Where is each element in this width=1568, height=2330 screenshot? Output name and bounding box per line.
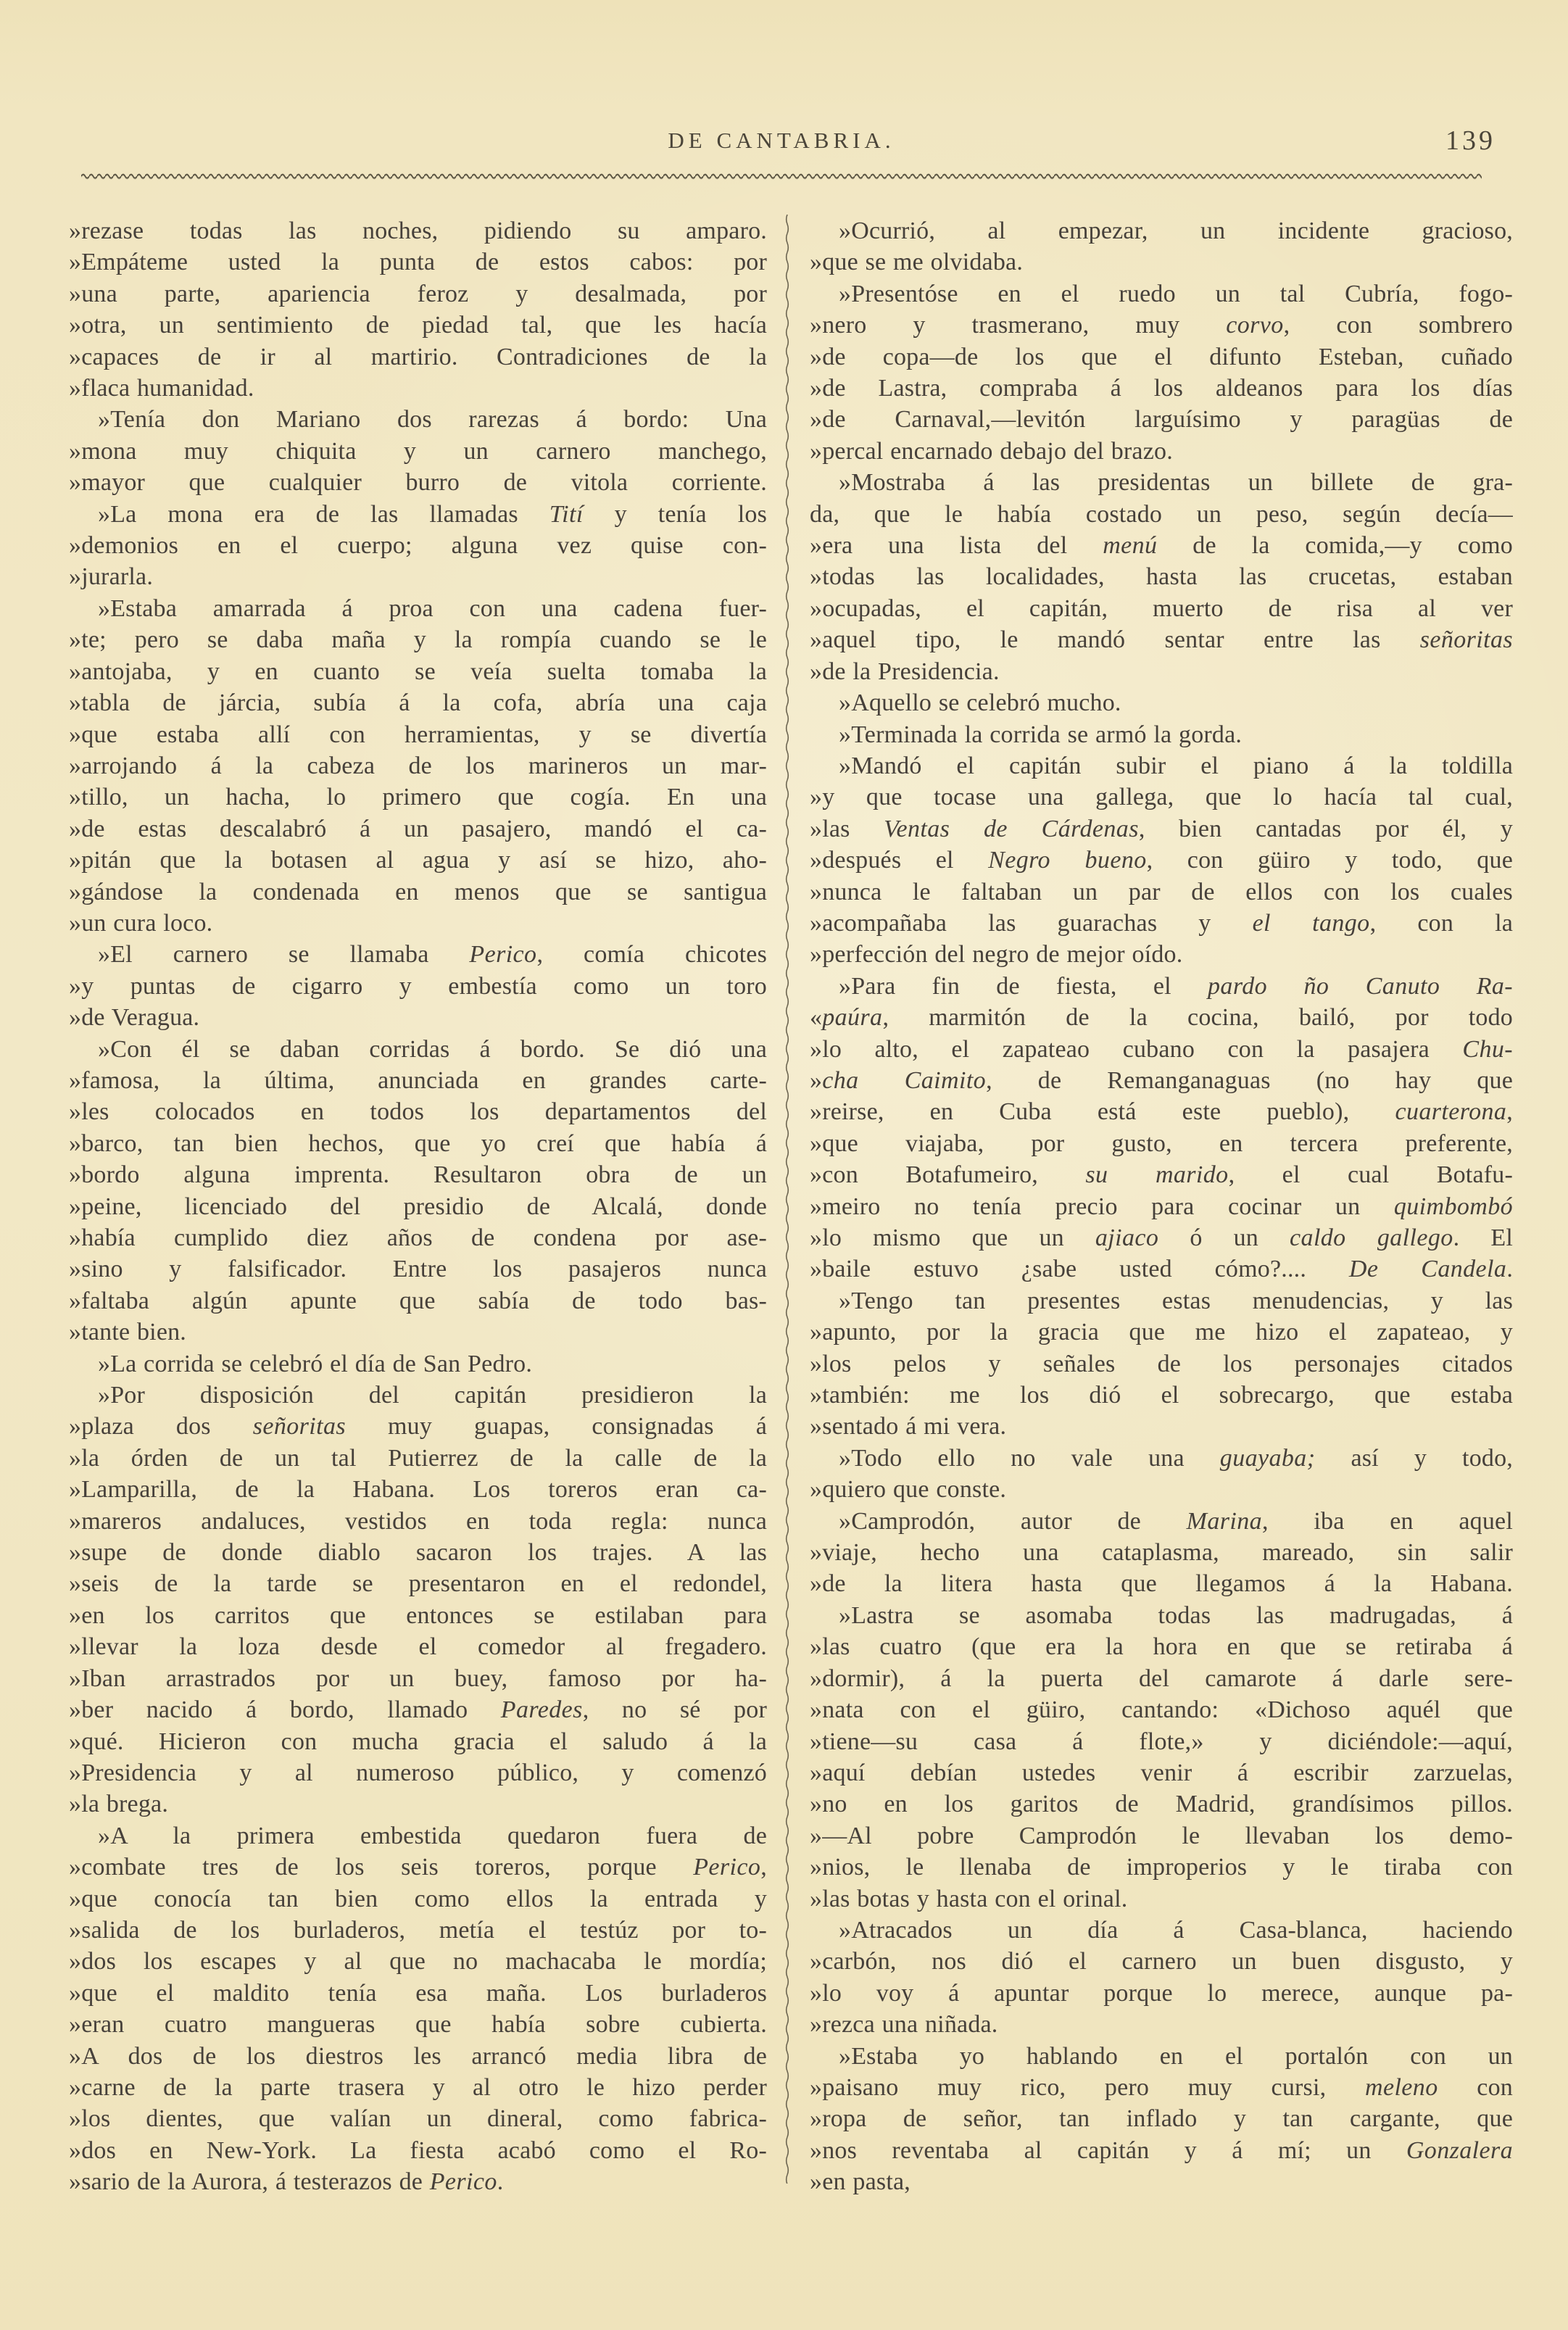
text-line: »gándose la condenada en menos que se santigua bbox=[69, 878, 767, 905]
text-line: »dos en New-York. La fiesta acabó como el Ro- bbox=[69, 2136, 767, 2164]
text-line: »Estaba yo hablando en el portalón con un bbox=[839, 2042, 1513, 2070]
left-text-column bbox=[69, 215, 767, 2198]
text-line: »salida de los burladeros, metía el testúz por to- bbox=[69, 1916, 767, 1944]
text-line: »de Carnaval,—levitón larguísimo y paragüas de bbox=[810, 406, 1513, 434]
text-line: »nunca le faltaban un par de ellos con los cuales bbox=[810, 878, 1513, 905]
text-line: »sentado á mi vera. bbox=[810, 1413, 1007, 1440]
text-line: »que estaba allí con herramientas, y se divertía bbox=[69, 721, 767, 748]
text-line: »barco, tan bien hechos, que yo creí que había á bbox=[69, 1129, 767, 1157]
text-line: »en pasta, bbox=[810, 2168, 910, 2196]
text-line: »de la Presidencia. bbox=[810, 658, 1000, 685]
text-line: »mareros andaluces, vestidos en toda regla: nunca bbox=[69, 1507, 767, 1535]
text-line: »Mandó el capitán subir el piano á la toldilla bbox=[839, 752, 1513, 779]
text-line: »Tenía don Mariano dos rarezas á bordo: Una bbox=[98, 406, 767, 434]
text-line: »rezca una niñada. bbox=[810, 2011, 998, 2039]
text-line: »percal encarnado debajo del brazo. bbox=[810, 437, 1173, 465]
text-line: »Aquello se celebró mucho. bbox=[839, 689, 1121, 717]
text-line: »ropa de señor, tan inflado y tan cargante, que bbox=[810, 2105, 1513, 2133]
text-line: »y puntas de cigarro y embestía como un toro bbox=[69, 972, 767, 1000]
page-header-title: DE CANTABRIA. bbox=[668, 128, 895, 153]
text-line: »una parte, apariencia feroz y desalmada, por bbox=[69, 280, 767, 307]
text-line: »carne de la parte trasera y al otro le hizo perder bbox=[69, 2073, 767, 2101]
text-line: »flaca humanidad. bbox=[69, 375, 254, 402]
text-line: »había cumplido diez años de condena por ase- bbox=[69, 1224, 767, 1251]
text-line: »Por disposición del capitán presidieron la bbox=[98, 1382, 767, 1409]
text-line: »Iban arrastrados por un buey, famoso por ha- bbox=[69, 1664, 767, 1692]
text-line: »de la litera hasta que llegamos á la Habana. bbox=[810, 1570, 1513, 1598]
column-divider-rule bbox=[784, 215, 791, 2184]
text-line: »famosa, la última, anunciada en grandes carte- bbox=[69, 1066, 767, 1094]
text-line: »todas las localidades, hasta las crucetas, estaban bbox=[810, 563, 1513, 591]
text-line: »paisano muy rico, pero muy cursi, meleno con bbox=[810, 2073, 1513, 2101]
text-line: »reirse, en Cuba está este pueblo), cuarterona, bbox=[810, 1098, 1513, 1126]
text-line: »nata con el güiro, cantando: «Dichoso aquél que bbox=[810, 1696, 1513, 1724]
text-line: »Presidencia y al numeroso público, y comenzó bbox=[69, 1759, 767, 1786]
text-line: »jurarla. bbox=[69, 563, 154, 591]
text-line: »era una lista del menú de la comida,—y como bbox=[810, 532, 1513, 560]
text-line: »viaje, hecho una cataplasma, mareado, sin salir bbox=[810, 1539, 1513, 1567]
text-line: »acompañaba las guarachas y el tango, con la bbox=[810, 909, 1514, 937]
text-line: »Con él se daban corridas á bordo. Se dió una bbox=[98, 1035, 767, 1063]
text-line: »baile estuvo ¿sabe usted cómo?.... De Candela. bbox=[810, 1256, 1514, 1283]
text-line: »pitán que la botasen al agua y así se hizo, aho- bbox=[69, 847, 767, 874]
text-line: »después el Negro bueno, con güiro y todo, que bbox=[810, 847, 1513, 874]
text-line: »Estaba amarrada á proa con una cadena fuer- bbox=[98, 594, 767, 622]
text-line: »que viajaba, por gusto, en tercera preferente, bbox=[810, 1129, 1513, 1157]
text-line: »arrojando á la cabeza de los marineros un mar- bbox=[69, 752, 767, 779]
text-line: »nero y trasmerano, muy corvo, con sombrero bbox=[810, 312, 1513, 339]
text-line: »llevar la loza desde el comedor al fregadero. bbox=[69, 1633, 767, 1661]
text-line: »Para fin de fiesta, el pardo ño Canuto Ra- bbox=[839, 972, 1513, 1000]
text-line: »peine, licenciado del presidio de Alcalá, donde bbox=[69, 1193, 767, 1220]
text-line: »A dos de los diestros les arrancó media libra de bbox=[69, 2042, 767, 2070]
text-line: »de estas descalabró á un pasajero, mandó el ca- bbox=[69, 815, 767, 842]
text-line: »los pelos y señales de los personajes citados bbox=[810, 1350, 1513, 1377]
text-line: »la brega. bbox=[69, 1791, 169, 1818]
text-line: »que se me olvidaba. bbox=[810, 249, 1024, 276]
text-line: »las cuatro (que era la hora en que se retiraba á bbox=[810, 1633, 1513, 1661]
text-line: »te; pero se daba maña y la rompía cuando se le bbox=[69, 626, 767, 654]
text-line: »seis de la tarde se presentaron en el redondel, bbox=[69, 1570, 767, 1598]
text-line: »dos los escapes y al que no machacaba le mordía; bbox=[69, 1948, 767, 1975]
text-line: »qué. Hicieron con mucha gracia el saludo á la bbox=[69, 1728, 767, 1755]
text-line: »lo alto, el zapateao cubano con la pasajera Chu- bbox=[810, 1035, 1513, 1063]
text-line: »Todo ello no vale una guayaba; así y todo, bbox=[839, 1444, 1513, 1472]
text-line: »A la primera embestida quedaron fuera de bbox=[98, 1822, 767, 1849]
text-line: »—Al pobre Camprodón le llevaban los demo- bbox=[810, 1822, 1513, 1849]
text-line: »quiero que conste. bbox=[810, 1476, 1007, 1504]
page-number: 139 bbox=[1445, 125, 1496, 156]
text-line: »carbón, nos dió el carnero un buen disgusto, y bbox=[810, 1948, 1513, 1975]
text-line: »demonios en el cuerpo; alguna vez quise con- bbox=[69, 532, 767, 560]
text-line: »Lamparilla, de la Habana. Los toreros eran ca- bbox=[69, 1476, 767, 1504]
text-line: »antojaba, y en cuanto se veía suelta tomaba la bbox=[69, 658, 767, 685]
text-line: »La corrida se celebró el día de San Pedro. bbox=[98, 1350, 533, 1377]
text-line: »tante bien. bbox=[69, 1319, 187, 1346]
text-line: »Tengo tan presentes estas menudencias, y las bbox=[839, 1287, 1513, 1314]
text-line: »la órden de un tal Putierrez de la calle de la bbox=[69, 1444, 767, 1472]
text-line: »ber nacido á bordo, llamado Paredes, no sé por bbox=[69, 1696, 767, 1724]
text-line: »faltaba algún apunte que sabía de todo bas- bbox=[69, 1287, 767, 1314]
text-line: »eran cuatro mangueras que había sobre cubierta. bbox=[69, 2011, 767, 2039]
text-line: »ocupadas, el capitán, muerto de risa al ver bbox=[810, 594, 1513, 622]
text-line: »tabla de járcia, subía á la cofa, abría una caja bbox=[69, 689, 767, 717]
text-line: »Presentóse en el ruedo un tal Cubría, fogo- bbox=[839, 280, 1513, 307]
text-line: »nos reventaba al capitán y á mí; un Gonzalera bbox=[810, 2136, 1513, 2164]
text-line: »de Veragua. bbox=[69, 1004, 200, 1032]
text-line: »aquel tipo, le mandó sentar entre las señoritas bbox=[810, 626, 1513, 654]
text-line: »apunto, por la gracia que me hizo el zapateao, y bbox=[810, 1319, 1513, 1346]
text-line: »otra, un sentimiento de piedad tal, que les hacía bbox=[69, 312, 767, 339]
text-line: »de Lastra, compraba á los aldeanos para los días bbox=[810, 375, 1513, 402]
text-line: »Mostraba á las presidentas un billete de gra- bbox=[839, 469, 1513, 497]
text-line: »nios, le llenaba de improperios y le tiraba con bbox=[810, 1854, 1513, 1881]
text-line: »sario de la Aurora, á testerazos de Perico. bbox=[69, 2168, 504, 2196]
text-line: »con Botafumeiro, su marido, el cual Botafu- bbox=[810, 1161, 1513, 1189]
header-rule-ornament bbox=[81, 171, 1482, 181]
text-line: »las Ventas de Cárdenas, bien cantadas por él, y bbox=[810, 815, 1513, 842]
text-line: »en los carritos que entonces se estilaban para bbox=[69, 1601, 767, 1629]
text-line: »Atracados un día á Casa-blanca, haciendo bbox=[839, 1916, 1513, 1944]
text-line: »Lastra se asomaba todas las madrugadas, á bbox=[839, 1601, 1513, 1629]
text-line: »capaces de ir al martirio. Contradiciones de la bbox=[69, 343, 767, 370]
text-line: »lo voy á apuntar porque lo merece, aunque pa- bbox=[810, 1979, 1513, 2007]
text-line: »Ocurrió, al empezar, un incidente gracioso, bbox=[839, 217, 1513, 244]
text-line: »perfección del negro de mejor oído. bbox=[810, 941, 1183, 969]
text-line: »El carnero se llamaba Perico, comía chicotes bbox=[98, 941, 767, 969]
text-line: »aquí debían ustedes venir á escribir zarzuelas, bbox=[810, 1759, 1513, 1786]
text-line: »dormir), á la puerta del camarote á darle sere- bbox=[810, 1664, 1513, 1692]
right-text-column bbox=[810, 215, 1513, 2198]
text-line: »no en los garitos de Madrid, grandísimos pillos. bbox=[810, 1791, 1513, 1818]
text-line: »les colocados en todos los departamentos del bbox=[69, 1098, 767, 1126]
text-line: »Empáteme usted la punta de estos cabos: por bbox=[69, 249, 767, 276]
text-line: »mona muy chiquita y un carnero manchego, bbox=[69, 437, 767, 465]
text-line: »los dientes, que valían un dineral, como fabrica- bbox=[69, 2105, 767, 2133]
text-line: »también: me los dió el sobrecargo, que estaba bbox=[810, 1382, 1513, 1409]
text-line: »lo mismo que un ajiaco ó un caldo gallego. El bbox=[810, 1224, 1513, 1251]
text-line: »combate tres de los seis toreros, porque Perico, bbox=[69, 1854, 767, 1881]
text-line: »cha Caimito, de Remanganaguas (no hay que bbox=[810, 1066, 1514, 1094]
text-line: »tiene—su casa á flote,» y diciéndole:—aquí, bbox=[810, 1728, 1513, 1755]
text-line: »tillo, un hacha, lo primero que cogía. En una bbox=[69, 784, 767, 811]
text-line: »mayor que cualquier burro de vitola corriente. bbox=[69, 469, 767, 497]
text-line: »rezase todas las noches, pidiendo su amparo. bbox=[69, 217, 767, 244]
text-line: »y que tocase una gallega, que lo hacía tal cual, bbox=[810, 784, 1513, 811]
text-line: da, que le había costado un peso, según decía— bbox=[810, 500, 1513, 528]
text-line: »supe de donde diablo sacaron los trajes. A las bbox=[69, 1539, 767, 1567]
text-line: »meiro no tenía precio para cocinar un quimbombó bbox=[810, 1193, 1513, 1220]
text-line: »plaza dos señoritas muy guapas, consignadas á bbox=[69, 1413, 767, 1440]
text-line: «paúra, marmitón de la cocina, bailó, por todo bbox=[810, 1004, 1513, 1032]
text-line: »sino y falsificador. Entre los pasajeros nunca bbox=[69, 1256, 767, 1283]
text-line: »que el maldito tenía esa maña. Los burladeros bbox=[69, 1979, 767, 2007]
text-line: »bordo alguna imprenta. Resultaron obra de un bbox=[69, 1161, 767, 1189]
text-line: »Terminada la corrida se armó la gorda. bbox=[839, 721, 1243, 748]
text-line: »de copa—de los que el difunto Esteban, cuñado bbox=[810, 343, 1513, 370]
text-line: »La mona era de las llamadas Tití y tenía los bbox=[98, 500, 768, 528]
text-line: »las botas y hasta con el orinal. bbox=[810, 1885, 1128, 1912]
text-line: »que conocía tan bien como ellos la entrada y bbox=[69, 1885, 767, 1912]
text-line: »Camprodón, autor de Marina, iba en aquel bbox=[839, 1507, 1513, 1535]
text-line: »un cura loco. bbox=[69, 909, 213, 937]
